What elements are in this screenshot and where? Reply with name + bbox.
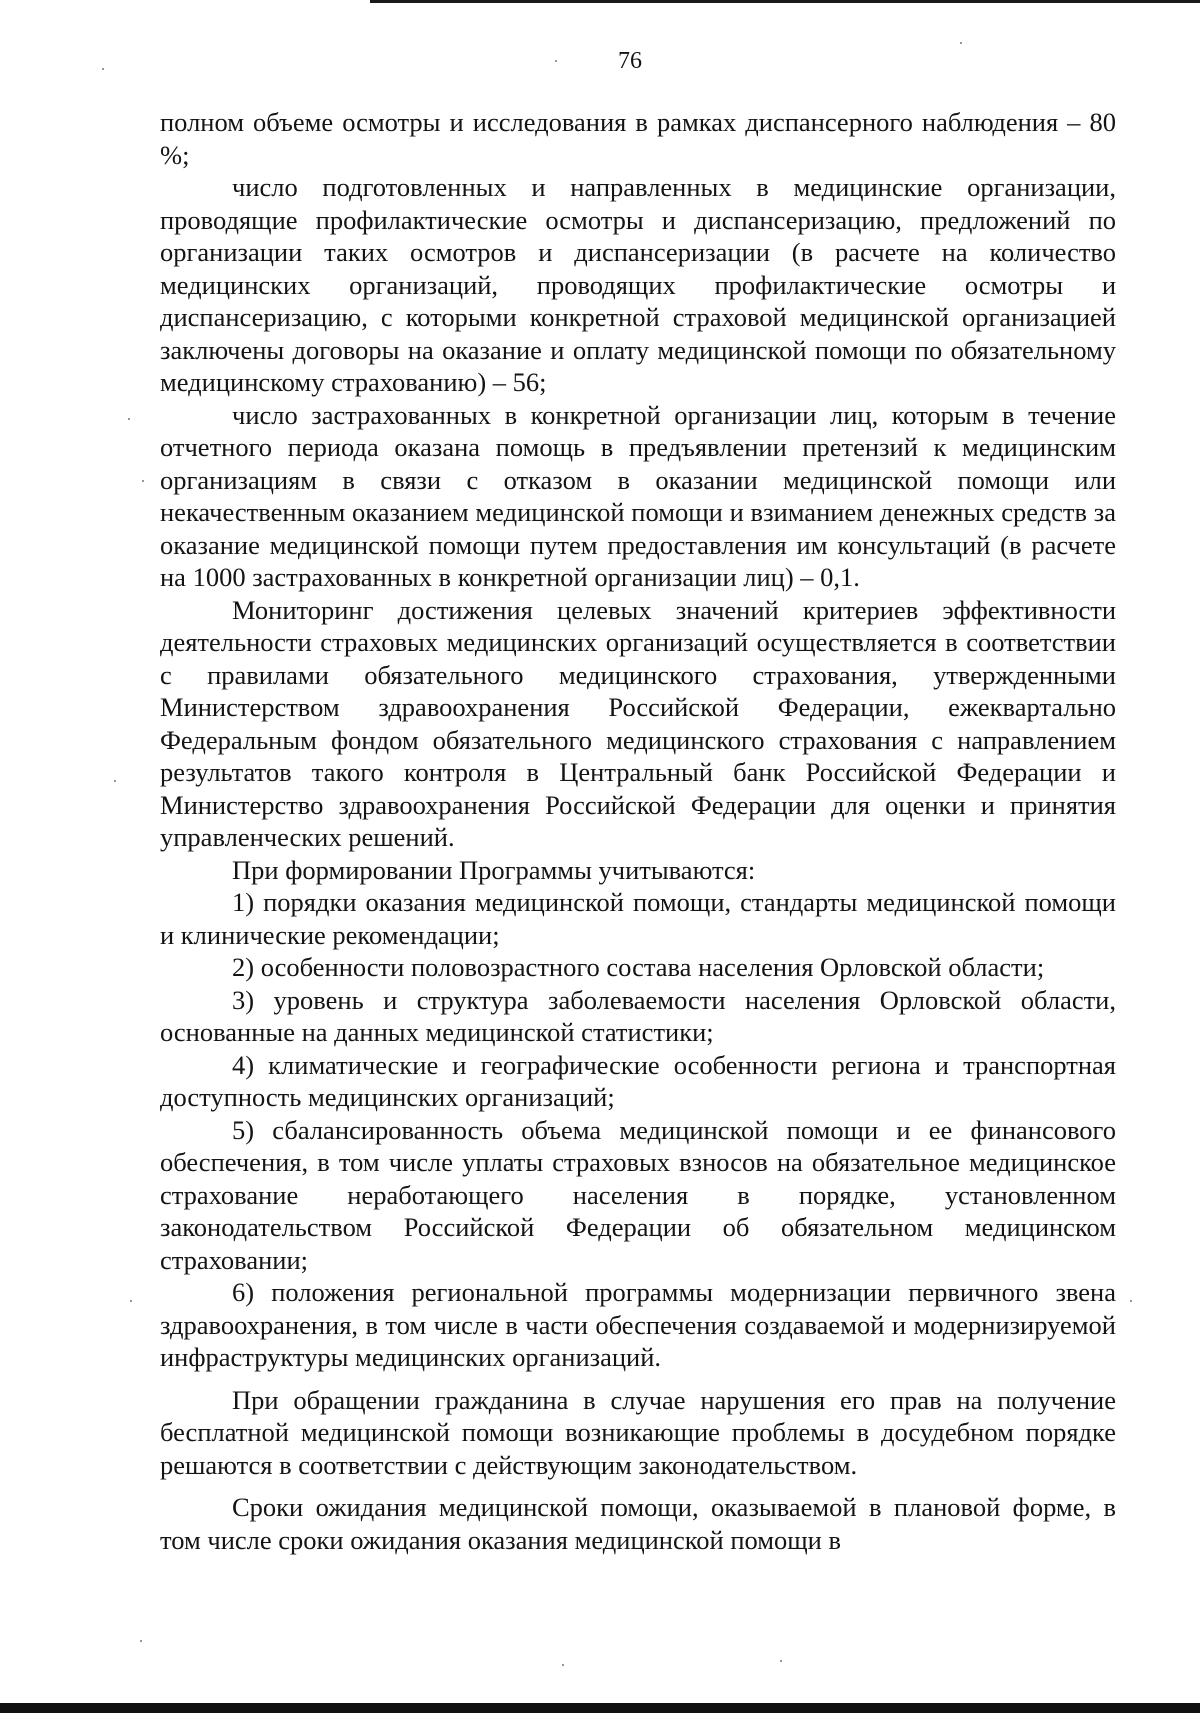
paragraph-4: Мониторинг достижения целевых значений критериев эффективности деятельности страховых медицинских организаций осуществляется в соответствии с правилами обязательного медицинского страхования, утвержденными Министерством здравоохранения Российской Федерации, ежеквартально Федеральным фондом обязательного медицинского страхования с направлением результатов такого контроля в Центральный банк Российской Федерации и Министерство здравоохранения Российской Федерации для оценки и принятия управленческих решений. (160, 594, 1116, 852)
scan-speck (1130, 1300, 1132, 1302)
paragraph-complaints: При обращении гражданина в случае нарушения его прав на получение бесплатной медицинской помощи возникающие проблемы в досудебном порядке решаются в соответствии с действующим законодательством. (160, 1384, 1116, 1480)
paragraph-1: полном объеме осмотры и исследования в рамках диспансерного наблюдения – 80 %; (160, 107, 1116, 170)
paragraph-3: число застрахованных в конкретной организации лиц, которым в течение отчетного периода оказана помощь в предъявлении претензий к медицинским организациям в связи с отказом в оказании медицинской помощи или некачественным оказанием медицинской помощи и взиманием денежных средств за оказание медицинской помощи путем предоставления им консультаций (в расчете на 1000 застрахованных в конкретной организации лиц) – 0,1. (160, 399, 1116, 592)
scan-speck (555, 60, 557, 62)
list-item-6: 6) положения региональной программы модернизации первичного звена здравоохранения, в том числе в части обеспечения создаваемой и модернизируемой инфраструктуры медицинских организаций. (160, 1277, 1116, 1372)
scan-speck (102, 68, 104, 70)
paragraph-2: число подготовленных и направленных в медицинские организации, проводящие профилактические осмотры и диспансеризацию, предложений по организации таких осмотров и диспансеризации (в расчете на количество медицинских организаций, проводящих профилактические осмотры и диспансеризацию, с которыми конкретной страховой медицинской организацией заключены договоры на оказание и оплату медицинской помощи по обязательному медицинскому страхованию) – 56; (160, 172, 1116, 397)
list-item-3: 3) уровень и структура заболеваемости населения Орловской области, основанные на данных медицинской статистики; (160, 984, 1116, 1047)
list-item-4: 4) климатические и географические особенности региона и транспортная доступность медицинских организаций; (160, 1049, 1116, 1112)
scan-speck (130, 1300, 132, 1302)
scan-speck (140, 1640, 142, 1642)
scan-speck (780, 1660, 782, 1662)
paragraph-waiting-times: Сроки ожидания медицинской помощи, оказываемой в плановой форме, в том числе сроки ожидания оказания медицинской помощи в (160, 1492, 1116, 1555)
scan-speck (128, 418, 130, 420)
list-item-2: 2) особенности половозрастного состава населения Орловской области; (232, 952, 1045, 982)
list-item-5: 5) сбалансированность объема медицинской помощи и ее финансового обеспечения, в том числе уплаты страховых взносов на обязательное медицинское страхование неработающего населения в порядке, установленном законодательством Российской Федерации об обязательном медицинском страховании; (160, 1114, 1116, 1275)
scan-speck (562, 1664, 564, 1666)
scan-speck (960, 42, 962, 44)
scan-speck (142, 480, 144, 482)
page-number: 76 (618, 48, 642, 74)
document-body (160, 106, 1116, 1556)
scan-speck (114, 780, 116, 782)
list-item-1: 1) порядки оказания медицинской помощи, стандарты медицинской помощи и клинические рекомендации; (160, 887, 1116, 950)
scan-top-edge-line (370, 0, 1200, 3)
scan-bottom-edge-bar (0, 1703, 1200, 1713)
paragraph-5: При формировании Программы учитываются: (232, 854, 756, 885)
